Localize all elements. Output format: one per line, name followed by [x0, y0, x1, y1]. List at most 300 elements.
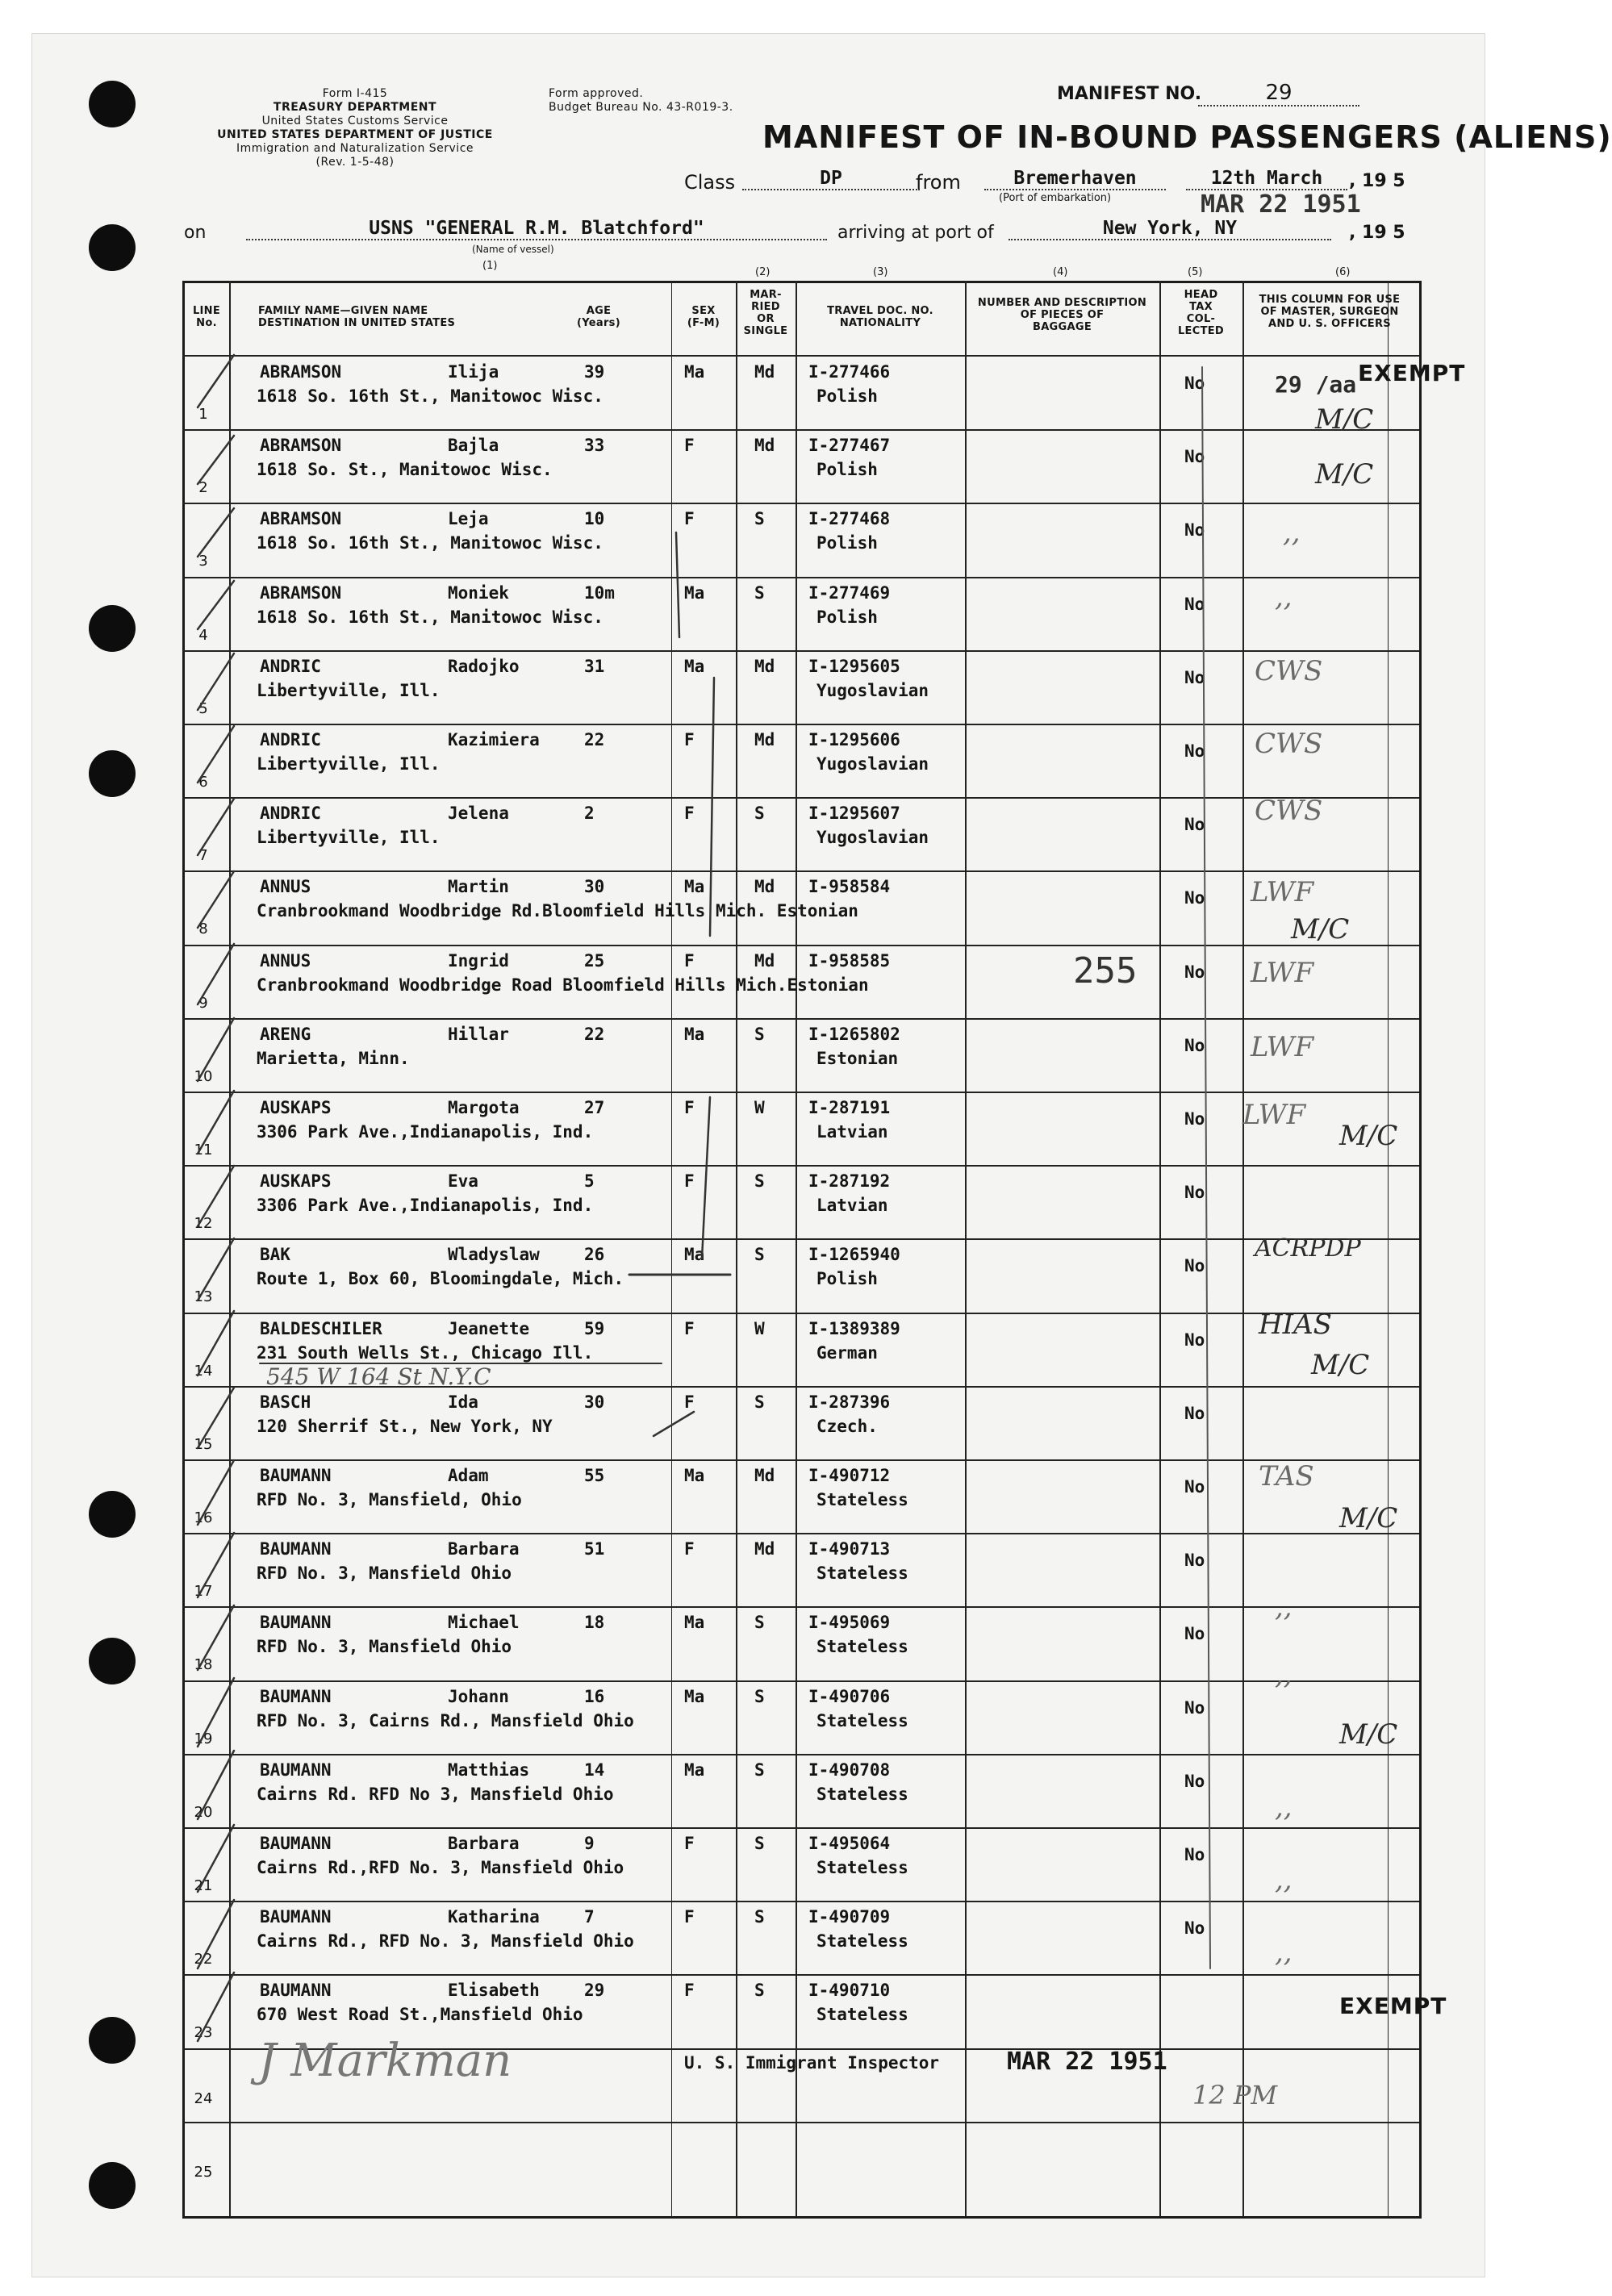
line-number: 17	[194, 1583, 213, 1601]
given-name: Bajla	[448, 436, 499, 456]
nationality: Polish	[816, 1269, 878, 1289]
line-number: 8	[198, 920, 208, 938]
year-suffix-2: , 19 5	[1349, 223, 1405, 243]
budget-bureau: Budget Bureau No. 43-R019-3.	[549, 101, 733, 114]
family-name: AUSKAPS	[260, 1098, 332, 1117]
travel-doc-number: I-277467	[808, 436, 891, 456]
age: 14	[584, 1760, 605, 1780]
family-name: BAK	[260, 1245, 290, 1265]
travel-doc-number: I-1265940	[808, 1245, 900, 1265]
row-divider	[182, 429, 1419, 431]
head-tax: No	[1184, 594, 1205, 614]
officer-note: TAS	[1259, 1460, 1314, 1492]
marital-status: S	[754, 1613, 765, 1633]
marital-status: Md	[754, 877, 775, 897]
from-label: from	[916, 171, 961, 194]
given-name: Moniek	[448, 582, 509, 603]
travel-doc-number: I-277469	[808, 582, 891, 603]
given-name: Radojko	[448, 656, 520, 676]
line-number: 1	[198, 406, 208, 423]
line-number: 14	[194, 1362, 213, 1380]
officer-note: M/C	[1315, 403, 1374, 436]
header-age: AGE (Years)	[577, 305, 620, 329]
officer-note: M/C	[1291, 913, 1350, 946]
marital-status: Md	[754, 1466, 775, 1485]
marital-status: Md	[754, 436, 775, 456]
line-number: 13	[194, 1288, 213, 1306]
nationality: Yugoslavian	[816, 680, 929, 700]
travel-doc-number: I-490706	[808, 1686, 891, 1706]
travel-doc-number: I-495064	[808, 1834, 891, 1853]
sex: F	[684, 1098, 695, 1117]
head-tax: No	[1184, 1035, 1205, 1055]
sex: F	[684, 1171, 695, 1192]
marital-status: Md	[754, 730, 775, 749]
head-tax: No	[1184, 1551, 1205, 1571]
age: 10m	[584, 582, 615, 603]
travel-doc-number: I-277466	[808, 362, 891, 382]
form-approved: Form approved.	[549, 87, 644, 100]
destination-address: 670 West Road St.,Mansfield Ohio	[257, 2005, 583, 2025]
punch-hole	[89, 2162, 136, 2209]
sex: F	[684, 436, 695, 456]
travel-doc-number: I-958584	[808, 877, 891, 897]
marital-status: S	[754, 804, 765, 824]
travel-doc-number: I-490713	[808, 1539, 891, 1559]
line-number: 12	[194, 1215, 213, 1233]
family-name: ANDRIC	[260, 730, 321, 749]
baggage-count: 255	[1073, 950, 1138, 991]
row-divider	[182, 650, 1419, 652]
family-name: BALDESCHILER	[260, 1318, 382, 1338]
line-number: 10	[194, 1067, 213, 1085]
sex: F	[684, 950, 695, 971]
col-num-4: (4)	[1053, 266, 1068, 278]
head-tax: No	[1184, 1330, 1205, 1350]
sex: F	[684, 804, 695, 824]
family-name: BAUMANN	[260, 1686, 332, 1706]
header-sex: SEX (F-M)	[687, 305, 720, 329]
header-married: MAR- RIED OR SINGLE	[743, 289, 788, 337]
head-tax: No	[1184, 962, 1205, 982]
marital-status: Md	[754, 950, 775, 971]
given-name: Margota	[448, 1098, 520, 1117]
sex: Ma	[684, 1613, 705, 1633]
form-agency-block	[186, 87, 524, 169]
line-number: 2	[198, 479, 208, 497]
age: 59	[584, 1318, 605, 1338]
nationality: Polish	[816, 386, 878, 406]
age: 22	[584, 730, 605, 749]
travel-doc-number: I-277468	[808, 509, 891, 529]
port-caption: (Port of embarkation)	[999, 192, 1112, 204]
line-number: 22	[194, 1951, 213, 1968]
destination-address: Marietta, Minn.	[257, 1048, 410, 1068]
nationality: Polish	[816, 533, 878, 553]
given-name: Jeanette	[448, 1318, 530, 1338]
officer-note: M/C	[1339, 1718, 1398, 1751]
punch-hole	[89, 1491, 136, 1538]
inspector-label: U. S. Immigrant Inspector	[684, 2053, 940, 2073]
form-approval	[549, 87, 733, 115]
given-name: Ida	[448, 1392, 478, 1412]
marital-status: Md	[754, 362, 775, 382]
sex: Ma	[684, 362, 705, 382]
arriving-label: arriving at port of	[837, 223, 994, 243]
officer-note: LWF	[1251, 957, 1314, 989]
given-name: Leja	[448, 509, 489, 529]
sex: Ma	[684, 1024, 705, 1044]
sex: Ma	[684, 1760, 705, 1780]
family-name: ABRAMSON	[260, 509, 342, 529]
form-number: Form I-415	[322, 87, 388, 100]
destination-address: 1618 So. St., Manitowoc Wisc.	[257, 460, 553, 480]
header-line-no: LINE No.	[192, 305, 221, 329]
destination-address: Libertyville, Ill.	[257, 680, 441, 700]
line-number: 21	[194, 1877, 213, 1894]
row-divider	[182, 1092, 1419, 1093]
ditto-mark: ,,	[1275, 1659, 1293, 1691]
line-number: 11	[194, 1142, 213, 1158]
ditto-mark: ,,	[1275, 1864, 1293, 1896]
given-name: Adam	[448, 1466, 489, 1485]
row-divider	[182, 797, 1419, 799]
given-name: Michael	[448, 1613, 520, 1633]
head-tax: No	[1184, 667, 1205, 687]
col-divider	[1242, 281, 1244, 2216]
age: 30	[584, 877, 605, 897]
destination-address: RFD No. 3, Mansfield Ohio	[257, 1563, 512, 1584]
travel-doc-number: I-1295606	[808, 730, 900, 749]
customs-service: United States Customs Service	[261, 115, 449, 127]
line-number: 6	[198, 774, 208, 791]
family-name: ANNUS	[260, 877, 311, 897]
family-name: ABRAMSON	[260, 362, 342, 382]
nationality: Latvian	[816, 1122, 888, 1142]
nationality: Stateless	[816, 1490, 908, 1509]
nationality: Stateless	[816, 1637, 908, 1657]
travel-doc-number: I-1295605	[808, 656, 900, 676]
manifest-table	[182, 281, 1422, 2219]
sex: F	[684, 1834, 695, 1853]
inspector-time: 12 PM	[1192, 2080, 1278, 2110]
head-tax: No	[1184, 1697, 1205, 1718]
date-stamp: MAR 22 1951	[1201, 190, 1361, 219]
nationality: Stateless	[816, 2005, 908, 2025]
ditto-mark: ,,	[1275, 1791, 1293, 1823]
travel-doc-number: I-490710	[808, 1981, 891, 2001]
col-num-1: (1)	[482, 260, 498, 272]
given-name: Martin	[448, 877, 509, 897]
nationality: Yugoslavian	[816, 828, 929, 848]
head-tax: No	[1184, 815, 1205, 835]
line1-officer-note: 29 /aa	[1275, 371, 1357, 398]
head-tax: No	[1184, 374, 1205, 393]
arrival-port: New York, NY	[1009, 218, 1331, 240]
marital-status: S	[754, 1245, 765, 1265]
nationality: Czech.	[816, 1416, 878, 1436]
nationality: Stateless	[816, 1858, 908, 1877]
punch-hole	[89, 224, 136, 271]
ditto-mark: ,,	[1275, 1936, 1293, 1968]
officer-note: CWS	[1255, 795, 1323, 827]
exempt-stamp: EXEMPT	[1339, 1993, 1447, 2019]
family-name: ANDRIC	[260, 656, 321, 676]
head-tax: No	[1184, 1624, 1205, 1644]
ditto-mark: ,,	[1275, 1591, 1293, 1623]
travel-doc-number: I-958585	[808, 950, 891, 971]
age: 25	[584, 950, 605, 971]
nationality: Yugoslavian	[816, 754, 929, 774]
nationality: Stateless	[816, 1710, 908, 1730]
line-number: 9	[198, 994, 208, 1012]
given-name: Barbara	[448, 1539, 520, 1559]
travel-doc-number: I-490708	[808, 1760, 891, 1780]
given-name: Elisabeth	[448, 1981, 540, 2001]
row-divider	[182, 1165, 1419, 1167]
family-name: BAUMANN	[260, 1981, 332, 2001]
given-name: Kazimiera	[448, 730, 540, 749]
travel-doc-number: I-490712	[808, 1466, 891, 1485]
travel-doc-number: I-490709	[808, 1907, 891, 1927]
nationality: Estonian	[816, 1048, 899, 1068]
sex: Ma	[684, 582, 705, 603]
officer-note: LWF	[1242, 1099, 1306, 1131]
nationality: Polish	[816, 607, 878, 627]
age: 10	[584, 509, 605, 529]
corrected-address: 545 W 164 St N.Y.C	[266, 1363, 491, 1390]
marital-status: W	[754, 1318, 765, 1338]
family-name: AUSKAPS	[260, 1171, 332, 1192]
exempt-stamp: EXEMPT	[1358, 360, 1466, 386]
sex: Ma	[684, 656, 705, 676]
vessel-caption: (Name of vessel)	[472, 244, 554, 255]
marital-status: Md	[754, 656, 775, 676]
marital-status: S	[754, 1024, 765, 1044]
line-number: 16	[194, 1509, 213, 1526]
row-divider	[182, 724, 1419, 725]
line-number: 19	[194, 1730, 213, 1747]
port-of-embarkation: Bremerhaven	[984, 168, 1166, 190]
age: 5	[584, 1171, 595, 1192]
class-label: Class	[684, 171, 736, 194]
age: 55	[584, 1466, 605, 1485]
nationality: Stateless	[816, 1931, 908, 1952]
family-name: BAUMANN	[260, 1760, 332, 1780]
officer-note: LWF	[1251, 1031, 1314, 1063]
destination-address: Cairns Rd.,RFD No. 3, Mansfield Ohio	[257, 1858, 624, 1877]
age: 29	[584, 1981, 605, 2001]
inspector-stamp: MAR 22 1951	[1007, 2048, 1167, 2076]
head-tax: No	[1184, 1771, 1205, 1791]
row-divider	[182, 1018, 1419, 1020]
age: 30	[584, 1392, 605, 1412]
row-divider	[182, 1754, 1419, 1755]
given-name: Eva	[448, 1171, 478, 1192]
destination-address: RFD No. 3, Mansfield Ohio	[257, 1637, 512, 1657]
family-name: ANDRIC	[260, 804, 321, 824]
line-number: 7	[198, 847, 208, 865]
year-suffix: , 19 5	[1349, 171, 1405, 191]
marital-status: S	[754, 1760, 765, 1780]
age: 2	[584, 804, 595, 824]
sex: F	[684, 1392, 695, 1412]
officer-note: M/C	[1315, 458, 1374, 491]
header-baggage: NUMBER AND DESCRIPTION OF PIECES OF BAGGAGE	[977, 297, 1147, 333]
marital-status: S	[754, 1686, 765, 1706]
col-divider	[229, 281, 231, 2216]
destination-address: RFD No. 3, Cairns Rd., Mansfield Ohio	[257, 1710, 634, 1730]
punch-hole	[89, 2017, 136, 2064]
row-divider	[182, 577, 1419, 578]
age: 22	[584, 1024, 605, 1044]
row-divider	[182, 1680, 1419, 1682]
row-divider	[182, 1459, 1419, 1461]
line-number: 24	[194, 2089, 213, 2107]
col-divider	[671, 281, 672, 2216]
head-tax: No	[1184, 1918, 1205, 1939]
immigration-service: Immigration and Naturalization Service	[236, 142, 474, 155]
line-number: 15	[194, 1435, 213, 1453]
officer-note: CWS	[1255, 728, 1323, 760]
on-label: on	[184, 223, 207, 243]
nationality: German	[816, 1342, 878, 1363]
travel-doc-number: I-495069	[808, 1613, 891, 1633]
age: 31	[584, 656, 605, 676]
marital-status: S	[754, 1392, 765, 1412]
row-divider	[182, 870, 1419, 872]
age: 33	[584, 436, 605, 456]
manifest-no-value: 29	[1198, 81, 1359, 106]
destination-address: RFD No. 3, Mansfield, Ohio	[257, 1490, 522, 1509]
age: 26	[584, 1245, 605, 1265]
row-divider	[182, 1238, 1419, 1240]
destination-address: Libertyville, Ill.	[257, 754, 441, 774]
destination-address: 3306 Park Ave.,Indianapolis, Ind.	[257, 1196, 594, 1216]
sex: Ma	[684, 877, 705, 897]
family-name: BAUMANN	[260, 1466, 332, 1485]
destination-address: 120 Sherrif St., New York, NY	[257, 1416, 553, 1436]
sex: F	[684, 509, 695, 529]
destination-address: Cranbrookmand Woodbridge Road Bloomfield Hills Mich.Estonian	[257, 975, 869, 995]
head-tax: No	[1184, 1403, 1205, 1423]
ditto-mark: ,,	[1283, 516, 1301, 549]
marital-status: S	[754, 582, 765, 603]
destination-address: 1618 So. 16th St., Manitowoc Wisc.	[257, 386, 603, 406]
sex: Ma	[684, 1466, 705, 1485]
age: 18	[584, 1613, 605, 1633]
punch-hole	[89, 1638, 136, 1684]
sex: F	[684, 1907, 695, 1927]
justice-department: UNITED STATES DEPARTMENT OF JUSTICE	[217, 128, 493, 141]
officer-note: ACRPDP	[1255, 1234, 1361, 1263]
family-name: ANNUS	[260, 950, 311, 971]
destination-address: Cairns Rd., RFD No. 3, Mansfield Ohio	[257, 1931, 634, 1952]
col-num-2: (2)	[755, 266, 771, 278]
age: 9	[584, 1834, 595, 1853]
head-tax: No	[1184, 447, 1205, 467]
officer-note: LWF	[1251, 876, 1314, 908]
sex: F	[684, 1981, 695, 2001]
line-number: 3	[198, 553, 208, 570]
col-num-6: (6)	[1335, 266, 1351, 278]
marital-status: W	[754, 1098, 765, 1117]
col-num-5: (5)	[1188, 266, 1203, 278]
age: 27	[584, 1098, 605, 1117]
given-name: Johann	[448, 1686, 509, 1706]
travel-doc-number: I-1295607	[808, 804, 900, 824]
row-divider	[182, 2122, 1419, 2123]
header-officers: THIS COLUMN FOR USE OF MASTER, SURGEON AND U. S. OFFICERS	[1259, 294, 1401, 330]
row-divider	[182, 945, 1419, 946]
line-number: 4	[198, 626, 208, 644]
family-name: BAUMANN	[260, 1834, 332, 1853]
destination-address: Libertyville, Ill.	[257, 828, 441, 848]
row-divider	[182, 503, 1419, 504]
destination-address: Cairns Rd. RFD No 3, Mansfield Ohio	[257, 1784, 614, 1804]
head-tax: No	[1184, 1183, 1205, 1203]
destination-address: 1618 So. 16th St., Manitowoc Wisc.	[257, 533, 603, 553]
marital-status: S	[754, 1171, 765, 1192]
destination-address: Route 1, Box 60, Bloomingdale, Mich.	[257, 1269, 624, 1289]
family-name: BAUMANN	[260, 1613, 332, 1633]
nationality: Stateless	[816, 1784, 908, 1804]
travel-doc-number: I-1389389	[808, 1318, 900, 1338]
head-tax: No	[1184, 1477, 1205, 1497]
given-name: Matthias	[448, 1760, 530, 1780]
head-tax: No	[1184, 1109, 1205, 1129]
travel-doc-number: I-1265802	[808, 1024, 900, 1044]
travel-doc-number: I-287396	[808, 1392, 891, 1412]
header-head-tax: HEAD TAX COL- LECTED	[1177, 289, 1225, 337]
line-number: 5	[198, 699, 208, 717]
travel-doc-number: I-287192	[808, 1171, 891, 1192]
sex: Ma	[684, 1245, 705, 1265]
manifest-title: MANIFEST OF IN-BOUND PASSENGERS (ALIENS)	[762, 119, 1612, 155]
destination-address: 3306 Park Ave.,Indianapolis, Ind.	[257, 1122, 594, 1142]
nationality: Stateless	[816, 1563, 908, 1584]
sex: Ma	[684, 1686, 705, 1706]
row-divider	[182, 1533, 1419, 1534]
marital-status: S	[754, 1981, 765, 2001]
family-name: BAUMANN	[260, 1539, 332, 1559]
head-tax: No	[1184, 1845, 1205, 1864]
marital-status: S	[754, 509, 765, 529]
given-name: Wladyslaw	[448, 1245, 540, 1265]
revision-date: (Rev. 1-5-48)	[315, 156, 395, 169]
given-name: Jelena	[448, 804, 509, 824]
header-travel-doc: TRAVEL DOC. NO. NATIONALITY	[827, 305, 933, 329]
officer-note: HIAS	[1259, 1309, 1332, 1341]
punch-hole	[89, 750, 136, 797]
head-tax: No	[1184, 520, 1205, 541]
age: 16	[584, 1686, 605, 1706]
class-value: DP	[742, 168, 920, 190]
destination-address: 231 South Wells St., Chicago Ill.	[257, 1342, 594, 1363]
line-number: 18	[194, 1656, 213, 1674]
family-name: BASCH	[260, 1392, 311, 1412]
col-divider	[1388, 281, 1389, 2216]
treasury-department: TREASURY DEPARTMENT	[273, 101, 437, 114]
nationality: Polish	[816, 460, 878, 480]
given-name: Ilija	[448, 362, 499, 382]
family-name: BAUMANN	[260, 1907, 332, 1927]
row-divider	[182, 1901, 1419, 1902]
row-divider	[182, 1827, 1419, 1829]
row-divider	[182, 1974, 1419, 1976]
departure-date: 12th March	[1186, 168, 1347, 190]
given-name: Barbara	[448, 1834, 520, 1853]
